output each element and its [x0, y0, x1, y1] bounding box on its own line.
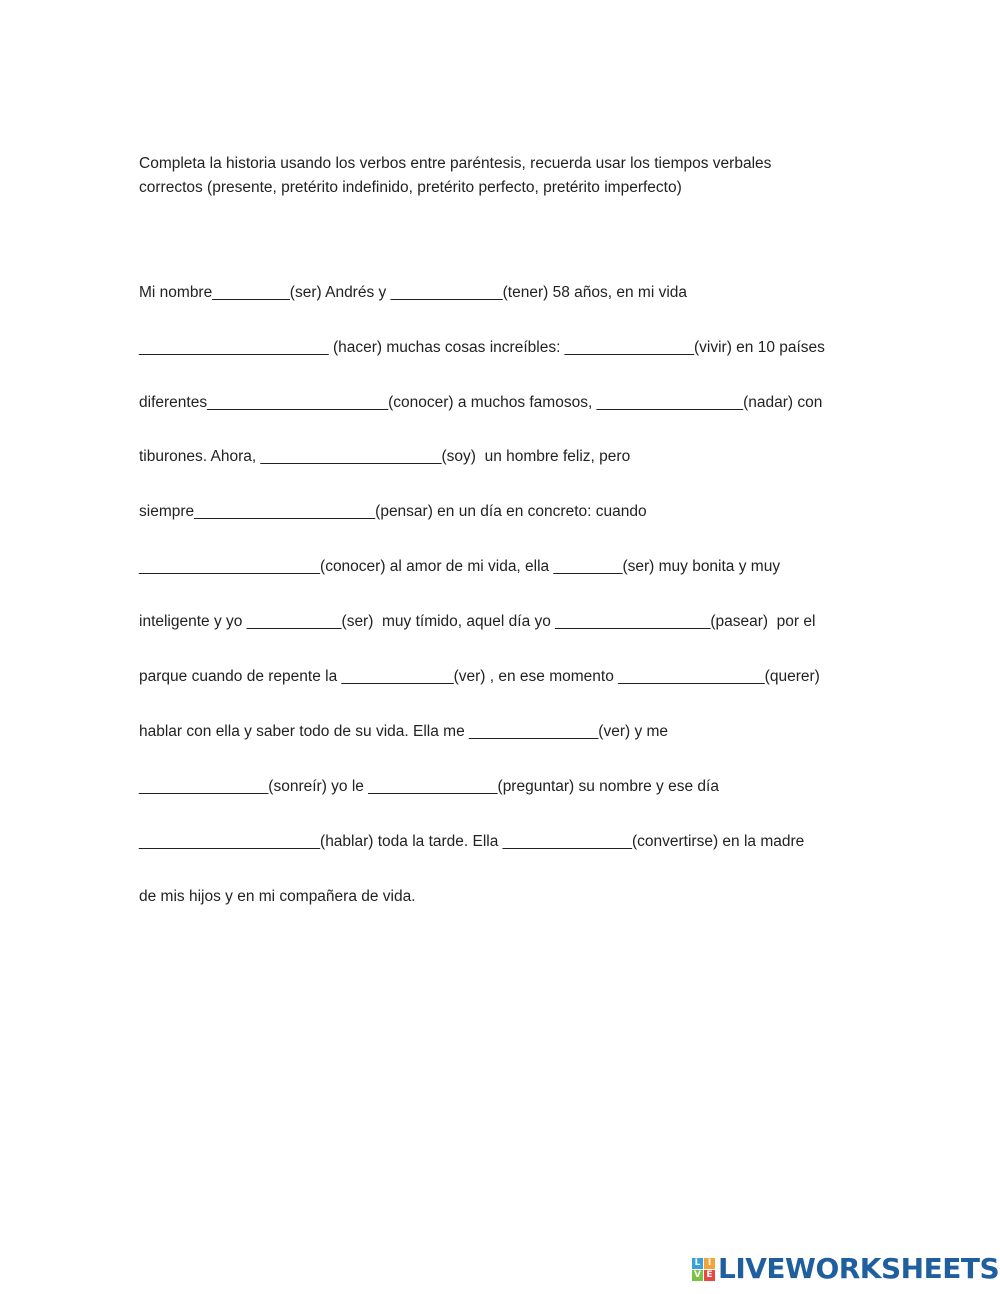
badge-letter: E [704, 1270, 715, 1281]
story-line: _______________(sonreír) yo le _______________(preguntar) su nombre y ese día [139, 778, 719, 795]
story-line: de mis hijos y en mi compañera de vida. [139, 888, 416, 905]
instructions [139, 152, 879, 200]
story-line: ______________________ (hacer) muchas cosas increíbles: _______________(vivir) en 10 países [139, 339, 825, 356]
badge-letter: V [692, 1270, 703, 1281]
instructions-line-2: correctos (presente, pretérito indefinido, pretérito perfecto, pretérito imperfecto) [139, 179, 682, 196]
badge-letter: L [692, 1258, 703, 1269]
badge-letter: I [704, 1258, 715, 1269]
logo-text: LIVEWORKSHEETS [718, 1252, 1000, 1285]
story-line: _____________________(conocer) al amor de mi vida, ella ________(ser) muy bonita y muy [139, 558, 781, 575]
instructions-line-1: Completa la historia usando los verbos entre paréntesis, recuerda usar los tiempos verbales [139, 155, 772, 172]
live-badge-icon [692, 1258, 715, 1281]
story-line: siempre_____________________(pensar) en un día en concreto: cuando [139, 503, 647, 520]
story-line: parque cuando de repente la _____________(ver) , en ese momento _________________(querer) [139, 668, 820, 685]
story-line: Mi nombre_________(ser) Andrés y _____________(tener) 58 años, en mi vida [139, 284, 688, 301]
story-line: hablar con ella y saber todo de su vida. Ella me _______________(ver) y me [139, 723, 669, 740]
story-line: _____________________(hablar) toda la tarde. Ella _______________(convertirse) en la madre [139, 833, 805, 850]
liveworksheets-logo [692, 1253, 999, 1285]
story-line: tiburones. Ahora, _____________________(soy) un hombre feliz, pero [139, 448, 631, 465]
story-line: diferentes_____________________(conocer) a muchos famosos, _________________(nadar) con [139, 394, 823, 411]
story-line: inteligente y yo ___________(ser) muy tímido, aquel día yo __________________(pasear) por el [139, 613, 816, 630]
